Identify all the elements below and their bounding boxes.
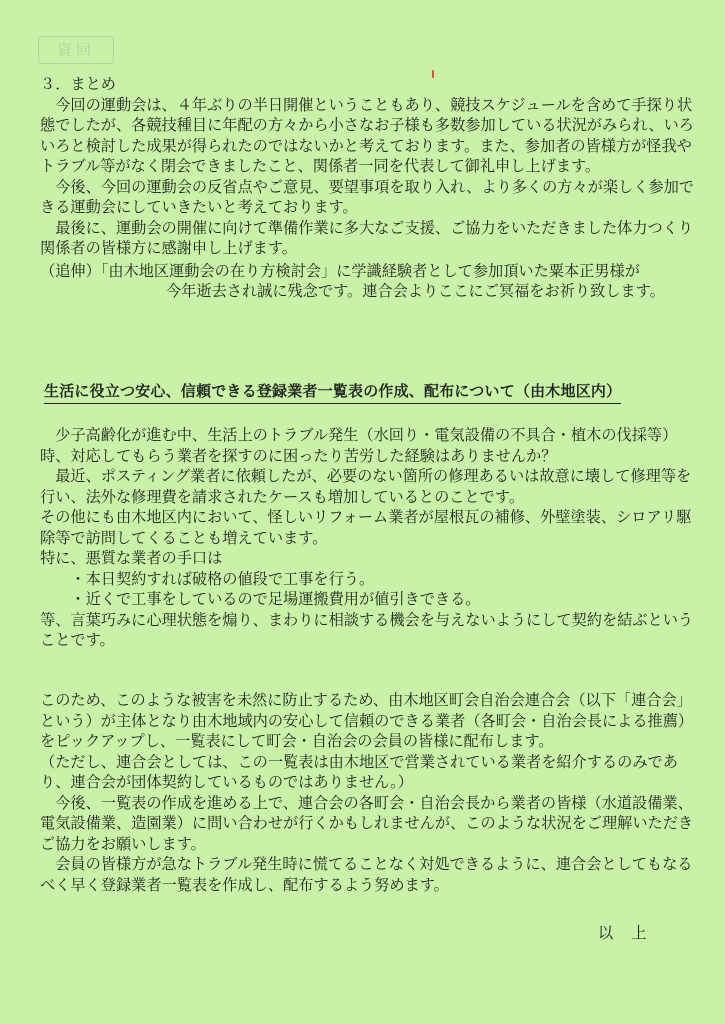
vendors-paragraph-4: 特に、悪質な業者の手口は: [40, 549, 223, 567]
tactic-bullet-2: ・近くで工事をしているので足場運搬費用が値引きできる。: [70, 590, 481, 608]
postscript-line-1: （追伸）「由木地区運動会の在り方検討会」に学識経験者として参加頂いた粟本正男様が: [40, 261, 640, 280]
summary-paragraph-2: 今後、今回の運動会の反省点やご意見、要望事項を取り入れ、より多くの方々が楽しく参加できる運動会にしていきたいと考えております。: [40, 177, 694, 216]
registered-vendors-title: 生活に役立つ安心、信頼できる登録業者一覧表の作成、配布について（由木地区内）: [44, 380, 621, 404]
vendors-paragraph-3: その他にも由木地区内において、怪しいリフォーム業者が屋根瓦の補修、外壁塗装、シロアリ駆除等で訪問してくることも増えています。: [40, 508, 692, 547]
postscript: [40, 261, 700, 302]
plan-paragraph-3: 今後、一覧表の作成を進める上で、連合会の各町会・自治会長から業者の皆様（水道設備業、電気設備業、造園業）に問い合わせが行くかもしれませんが、このような状況をご理解いただきご協力をお願いします。: [40, 793, 694, 853]
tactic-bullet-1: ・本日契約すれば破格の値段で工事を行う。: [70, 569, 375, 588]
plan-paragraph-2: （ただし、連合会としては、この一覧表は由木地区で営業されている業者を紹介するのみであり、連合会が団体契約しているものではありません。）: [40, 752, 678, 791]
summary-paragraph-3: 最後に、運動会の開催に向けて準備作業に多大なご支援、ご協力をいただきました体力つくり関係者の皆様方に感謝申し上げます。: [40, 218, 694, 257]
vendors-paragraph-2: 最近、ポスティング業者に依頼したが、必要のない箇所の修理あるいは故意に壊して修理等を行い、法外な修理費を請求されたケースも増加しているとのことです。: [40, 467, 692, 506]
vendors-intro-section: [40, 425, 700, 651]
vendors-plan-section: [40, 690, 700, 895]
plan-paragraph-1: このため、このような被害を未然に防止するため、由木地区町会自治会連合会（以下「連合会」という）が主体となり由木地域内の安心して信頼のできる業者（各町会・自治会長による推薦）をピックアップし、一覧表にして町会・自治会の会員の皆様に配布します。: [40, 691, 694, 750]
summary-section: [40, 74, 700, 302]
vendors-paragraph-5: 等、言葉巧みに心理状態を煽り、まわりに相談する機会を与えないようにして契約を結ぶということです。: [40, 610, 694, 649]
summary-heading: ３．まとめ: [40, 75, 116, 93]
header-tab: 資回: [38, 36, 114, 64]
summary-paragraph-1: 今回の運動会は、４年ぶりの半日開催ということもあり、競技スケジュールを含めて手探り状態でしたが、各競技種目に年配の方々から小さなお子様も多数参加している状況がみられ、いろいろと検討した成果が得られたのではないかと考えております。また、参加者の皆様方が怪我やトラブル等がなく閉会できましたこと、関係者一同を代表して御礼申し上げます。: [40, 95, 694, 175]
vendors-paragraph-1: 少子高齢化が進む中、生活上のトラブル発生（水回り・電気設備の不具合・植木の伐採等）時、対応してもらう業者を探すのに困ったり苦労した経験はありませんか？: [40, 426, 678, 465]
postscript-line-2: 今年逝去され誠に残念です。連合会よりここにご冥福をお祈り致します。: [166, 282, 665, 300]
closing-remark: 以上: [598, 924, 665, 942]
plan-paragraph-4: 会員の皆様方が急なトラブル発生時に慌てることなく対処できるように、連合会としてもなるべく早く登録業者一覧表を作成し、配布するよう努めます。: [40, 855, 693, 894]
